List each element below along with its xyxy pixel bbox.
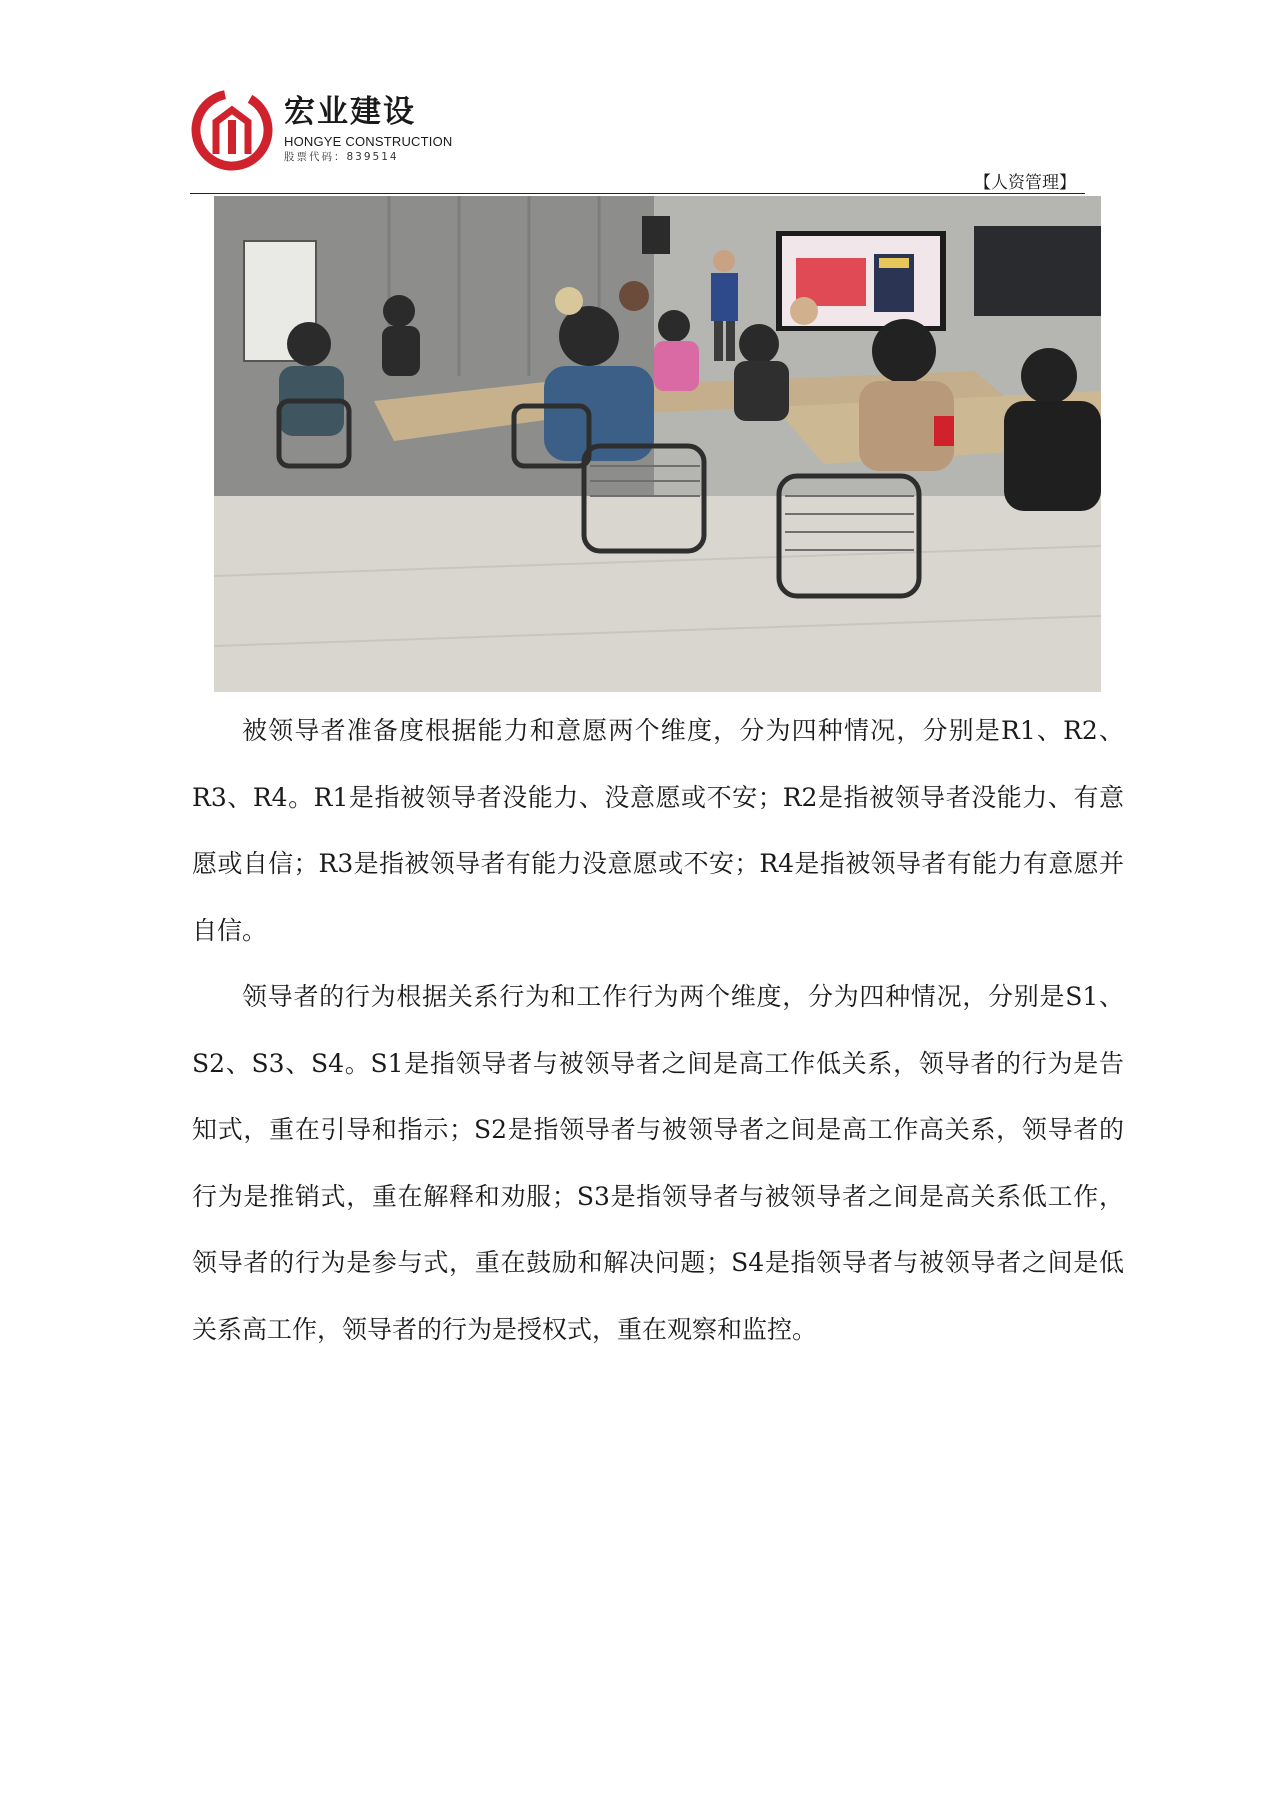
- meeting-photo: [214, 196, 1101, 692]
- paragraph-readiness: 被领导者准备度根据能力和意愿两个维度，分为四种情况，分别是R1、R2、R3、R4。R1是指被领导者没能力、没意愿或不安；R2是指被领导者没能力、有意愿或自信；R3是指被领导者有能力没意愿或不安；R4是指被领导者有能力有意愿并自信。: [192, 716, 1124, 945]
- company-name-cn: 宏业建设: [284, 94, 416, 130]
- meeting-photo-illustration: [214, 196, 1101, 692]
- page-header: [190, 86, 1090, 196]
- company-logo-icon: [190, 88, 274, 172]
- section-tag: 【人资管理】: [974, 173, 1076, 193]
- header-divider: [190, 193, 1085, 194]
- company-name-en: HONGYE CONSTRUCTION: [284, 134, 453, 149]
- stock-code: 股票代码：839514: [284, 151, 399, 163]
- article-body: [192, 698, 1124, 1363]
- brand-block: [284, 94, 452, 164]
- paragraph-leader-behavior: 领导者的行为根据关系行为和工作行为两个维度，分为四种情况，分别是S1、S2、S3、S4。S1是指领导者与被领导者之间是高工作低关系，领导者的行为是告知式，重在引导和指示；S2是指领导者与被领导者之间是高工作高关系，领导者的行为是推销式，重在解释和劝服；S3是指领导者与被领导者之间是高关系低工作，领导者的行为是参与式，重在鼓励和解决问题；S4是指领导者与被领导者之间是低关系高工作，领导者的行为是授权式，重在观察和监控。: [192, 982, 1124, 1344]
